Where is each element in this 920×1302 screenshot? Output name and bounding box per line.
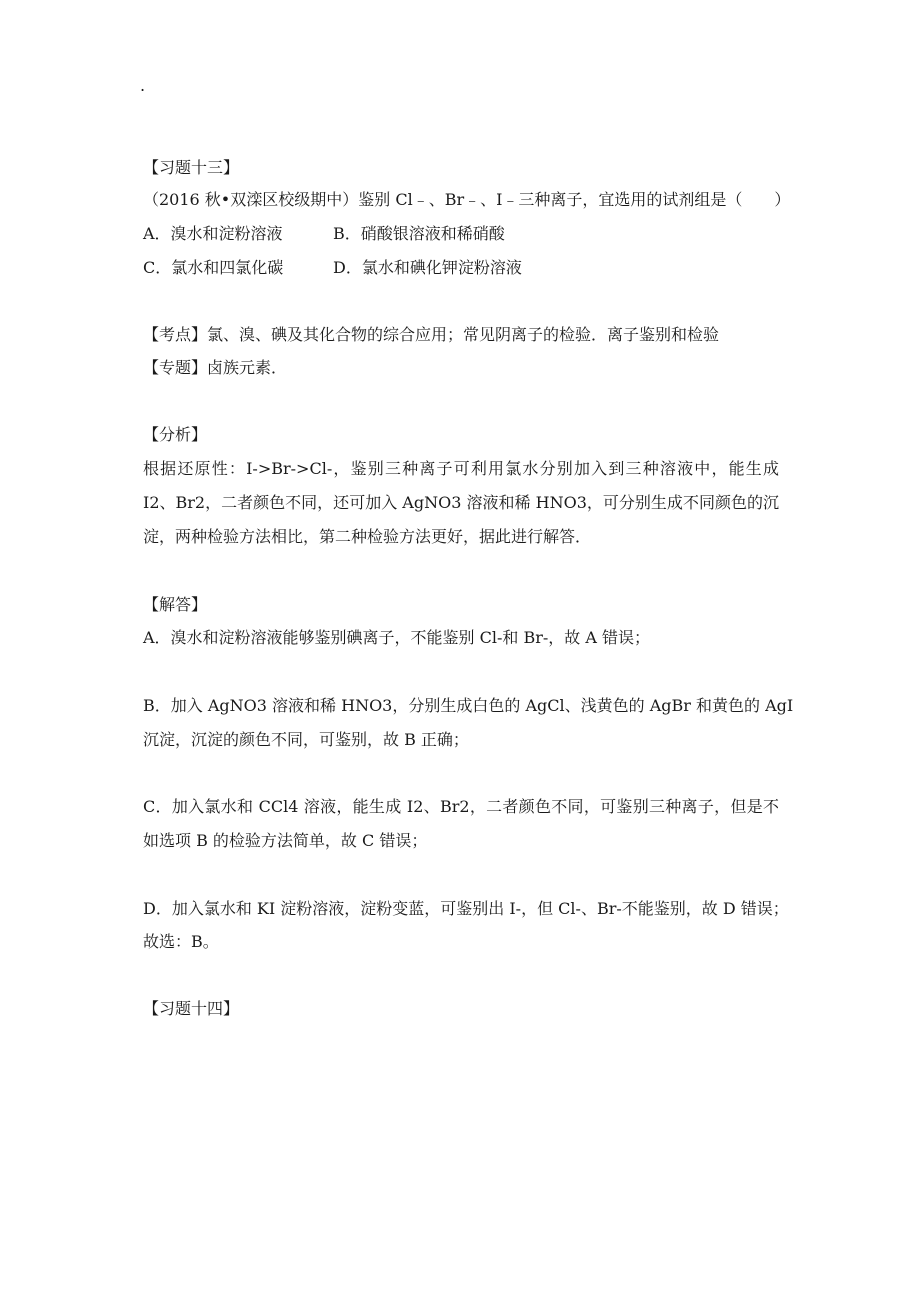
option-b: B．硝酸银溶液和稀硝酸 [333,224,505,243]
option-d: D．氯水和碘化钾淀粉溶液 [333,258,522,277]
analysis-title: 【分析】 [143,425,208,444]
analysis-line-1: 根据还原性：I->Br->Cl-，鉴别三种离子可利用氯水分别加入到三种溶液中，能生成 [143,459,779,478]
option-a: A．溴水和淀粉溶液 [143,224,283,243]
analysis-line-2: I2、Br2，二者颜色不同，还可加入 AgNO3 溶液和稀 HNO3，可分别生成不同颜色的沉 [143,493,779,512]
answer-c-line-1: C．加入氯水和 CCl4 溶液，能生成 I2、Br2，二者颜色不同，可鉴别三种离子，但是不 [143,797,779,816]
option-c: C．氯水和四氯化碳 [143,258,284,277]
answer-d-line-1: D．加入氯水和 KI 淀粉溶液，淀粉变蓝，可鉴别出 I-，但 Cl-、Br-不能鉴别，故 D 错误； [143,899,789,918]
options-row-1 [143,224,505,244]
question-stem: （2016 秋•双滦区校级期中）鉴别 Cl﹣、Br﹣、I﹣三种离子，宜选用的试剂组是（ ） [143,190,791,209]
answer-a: A．溴水和淀粉溶液能够鉴别碘离子，不能鉴别 Cl-和 Br-，故 A 错误； [143,628,651,647]
kaodian: 【考点】氯、溴、碘及其化合物的综合应用；常见阴离子的检验．离子鉴别和检验 [143,325,720,344]
next-question-title: 【习题十四】 [143,999,240,1018]
question-title: 【习题十三】 [143,158,240,177]
answer-conclusion: 故选：B。 [143,932,219,951]
answer-title: 【解答】 [143,595,208,614]
answer-b-line-2: 沉淀，沉淀的颜色不同，可鉴别，故 B 正确； [143,730,469,749]
answer-b-line-1: B．加入 AgNO3 溶液和稀 HNO3，分别生成白色的 AgCl、浅黄色的 AgBr 和黄色的 AgI [143,696,794,715]
analysis-line-3: 淀，两种检验方法相比，第二种检验方法更好，据此进行解答． [143,527,592,546]
zhuanti: 【专题】卤族元素． [143,358,288,377]
page-marker: . [140,76,146,95]
answer-c-line-2: 如选项 B 的检验方法简单，故 C 错误； [143,831,428,850]
options-row-2 [143,258,522,278]
